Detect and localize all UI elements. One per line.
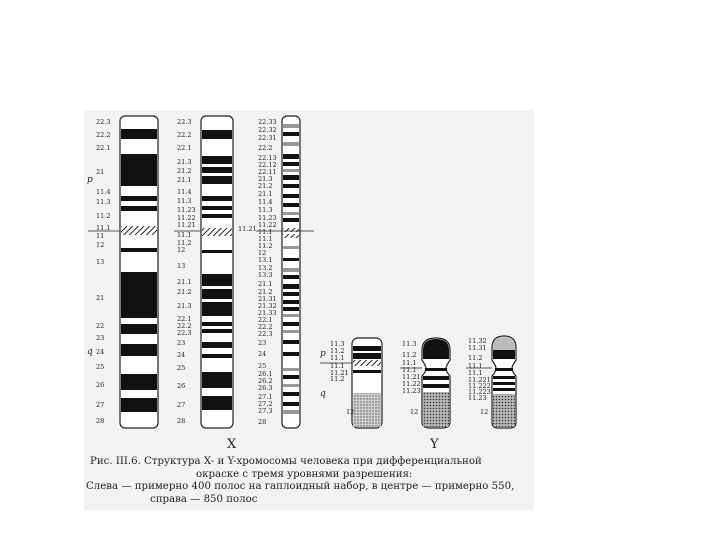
band-label: 25: [96, 363, 105, 371]
y-400-band-labels: [330, 340, 354, 416]
band-label: 26: [96, 381, 105, 389]
band-label: 21.33: [258, 309, 277, 317]
x-chromosome-label: X: [227, 437, 237, 450]
band-label: 11.3: [330, 340, 345, 348]
chromosome-figure: [84, 110, 534, 450]
band-label: 11.21: [177, 221, 196, 229]
y-chromosome-400-bands: [320, 338, 382, 428]
band-label: 11.1: [402, 359, 417, 367]
p-arm-label: p: [87, 175, 93, 185]
band-label: 11.3: [177, 197, 192, 205]
band-label: 22.11: [258, 168, 277, 176]
band-label: 27.2: [258, 400, 273, 408]
band-label: 11.21: [402, 373, 421, 381]
band-label: 11.1: [330, 354, 345, 362]
band-label: 28: [258, 418, 267, 426]
band-label: 13.2: [258, 264, 273, 272]
band-label: 21: [96, 294, 105, 302]
band-label: 21.2: [177, 167, 192, 175]
band-label: 11.32: [468, 337, 487, 345]
band-label: 21.1: [258, 190, 273, 198]
band-label: 11.31: [468, 344, 487, 352]
band-label: 22.3: [177, 118, 192, 126]
band-label: 12: [410, 408, 419, 416]
band-label: 11.2: [258, 242, 273, 250]
band-label: 22.1: [258, 316, 273, 324]
band-label: 11.3: [258, 206, 273, 214]
band-label: 11.22: [258, 221, 277, 229]
x-chromosome-400-bands: [87, 116, 158, 428]
band-label: 12: [346, 408, 355, 416]
band-label: 11.4: [96, 188, 111, 196]
x-chromosome-850-bands: [238, 116, 314, 428]
x-chromosome-550-bands: [174, 116, 237, 450]
band-label: 13.3: [258, 271, 273, 279]
band-label: 25: [177, 364, 186, 372]
band-label: 11.1: [468, 369, 483, 377]
band-label: 21.1: [258, 280, 273, 288]
band-label: 11.2: [330, 375, 345, 383]
band-label: 23: [96, 334, 105, 342]
band-label: 21.3: [177, 158, 192, 166]
band-label: 11.1: [177, 231, 192, 239]
band-label: 11.2: [330, 347, 345, 355]
band-label: 23: [177, 339, 186, 347]
band-label: 22.2: [177, 131, 192, 139]
band-label: 22.13: [258, 154, 277, 162]
band-label: 21: [96, 168, 105, 176]
band-label: 13.1: [258, 256, 273, 264]
band-label: 27: [177, 401, 186, 409]
q-arm-label: q: [87, 347, 93, 357]
band-label: 11.221: [468, 376, 491, 384]
band-label: 12: [258, 249, 267, 257]
side-band-label: 11.21: [238, 225, 257, 233]
band-label: 26: [177, 382, 186, 390]
band-label: 21.31: [258, 295, 277, 303]
band-label: 22.1: [177, 315, 192, 323]
band-label: 21.32: [258, 302, 277, 310]
band-label: 21.1: [177, 176, 192, 184]
band-label: 24: [258, 350, 267, 358]
band-label: 22.2: [96, 131, 111, 139]
band-label: 28: [96, 417, 105, 425]
band-label: 22.1: [177, 144, 192, 152]
x-400-band-labels: [96, 118, 110, 425]
band-label: 11.2: [468, 354, 483, 362]
caption-line-3: Слева — примерно 400 полос на гаплоидный набор, в центре — примерно 550,: [86, 481, 515, 492]
band-label: 22.2: [177, 322, 192, 330]
band-label: 22.3: [177, 329, 192, 337]
band-label: 11.23: [177, 206, 196, 214]
y-chromosome-550-bands: [400, 338, 450, 450]
band-label: 27: [96, 401, 105, 409]
band-label: 11.1: [258, 235, 273, 243]
band-label: 11.4: [177, 188, 192, 196]
band-label: 11.2: [402, 351, 417, 359]
band-label: 11.3: [402, 340, 417, 348]
band-label: 22.2: [258, 323, 273, 331]
band-label: 11.1: [258, 228, 273, 236]
band-label: 12: [96, 241, 105, 249]
band-label: 21.1: [177, 278, 192, 286]
band-label: 22.31: [258, 134, 277, 142]
caption-line-2: окраске с тремя уровнями разрешения:: [196, 468, 413, 480]
figure-caption: [84, 456, 534, 506]
band-label: 27.3: [258, 407, 273, 415]
band-label: 27.1: [258, 393, 273, 401]
y-chromosome-label: Y: [430, 437, 439, 450]
y-550-band-labels: [402, 340, 421, 416]
band-label: 13: [177, 262, 186, 270]
band-label: 11.23: [258, 214, 277, 222]
band-label: 22.33: [258, 118, 277, 126]
band-label: 21.2: [258, 182, 273, 190]
band-label: 21.3: [258, 175, 273, 183]
band-label: 23: [258, 339, 267, 347]
band-label: 11.1: [96, 224, 111, 232]
band-label: 22.32: [258, 126, 277, 134]
band-label: 28: [177, 417, 186, 425]
band-label: 11: [96, 232, 105, 240]
y-q-arm-label: q: [320, 389, 326, 399]
y-chromosome-850-bands: [466, 336, 516, 428]
band-label: 11.23: [468, 394, 487, 402]
band-label: 25: [258, 362, 267, 370]
band-label: 13: [96, 258, 105, 266]
band-label: 11.2: [96, 212, 111, 220]
band-label: 21.3: [177, 302, 192, 310]
band-label: 11.23: [402, 387, 421, 395]
band-label: 11.22: [402, 380, 421, 388]
band-label: 12: [177, 246, 186, 254]
band-label: 11.1: [402, 366, 417, 374]
band-label: 26.1: [258, 370, 273, 378]
band-label: 21.2: [258, 288, 273, 296]
band-label: 11.22: [177, 214, 196, 222]
caption-line-4: справа — 850 полос: [150, 493, 258, 505]
band-label: 26.3: [258, 384, 273, 392]
x-850-band-labels: [258, 118, 277, 426]
band-label: 22.3: [96, 118, 111, 126]
x-550-band-labels: [177, 118, 196, 425]
figure-scan: [84, 110, 534, 510]
band-label: 22.2: [258, 144, 273, 152]
band-label: 11.1: [330, 362, 345, 370]
band-label: 11.3: [96, 198, 111, 206]
band-label: 11.21: [330, 369, 349, 377]
band-label: 22.12: [258, 161, 277, 169]
y-850-band-labels: [468, 337, 491, 416]
band-label: 11.223: [468, 388, 491, 396]
band-label: 26.2: [258, 377, 273, 385]
band-label: 11.2: [177, 239, 192, 247]
band-label: 24: [96, 348, 105, 356]
band-label: 12: [480, 408, 489, 416]
band-label: 11.1: [468, 362, 483, 370]
band-label: 11.222: [468, 382, 491, 390]
band-label: 21.2: [177, 288, 192, 296]
y-p-arm-label: p: [320, 349, 326, 359]
band-label: 24: [177, 351, 186, 359]
caption-line-1: Рис. III.6. Структура X- и Y-хромосомы человека при дифференциальной: [90, 456, 482, 467]
band-label: 11.4: [258, 198, 273, 206]
band-label: 22.1: [96, 144, 111, 152]
band-label: 22.3: [258, 330, 273, 338]
band-label: 22: [96, 322, 105, 330]
